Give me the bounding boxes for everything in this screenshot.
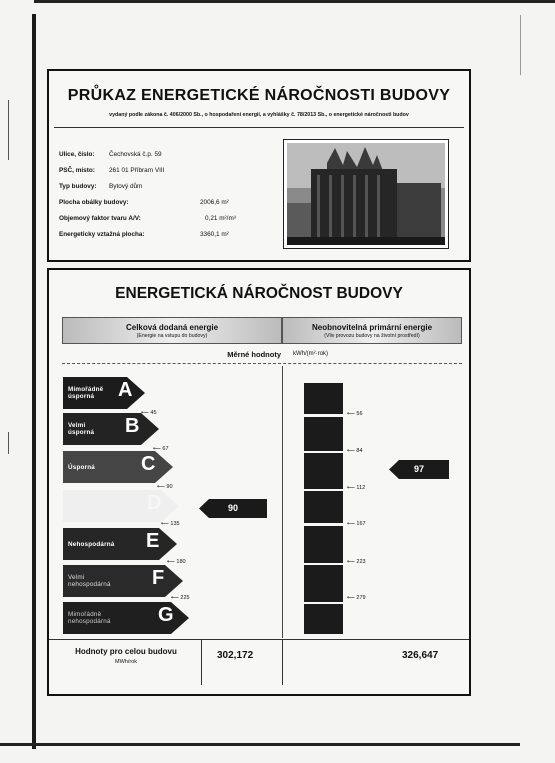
totals-row — [49, 639, 469, 684]
total-delivered-energy: 302,172 — [217, 650, 254, 661]
scan-edge-left — [32, 14, 36, 749]
class-arrow-e — [63, 528, 177, 560]
delivered-limit-tick: ⟵ 45 — [141, 410, 157, 416]
primary-class-a-block — [304, 383, 343, 414]
specific-values-unit: kWh/(m²·rok) — [293, 351, 328, 357]
primary-limit-tick: ⟵ 279 — [347, 595, 366, 601]
delivered-limit-tick: ⟵ 135 — [161, 521, 180, 527]
certificate-subtitle: vydaný podle zákona č. 406/2000 Sb., o hospodaření energií, a vyhlášky č. 78/2013 Sb., o energetické náročnosti budov — [109, 112, 409, 118]
divider — [54, 127, 464, 128]
class-letter: C — [141, 453, 156, 475]
scan-mark — [8, 432, 9, 454]
primary-value-marker — [389, 460, 449, 479]
class-label: Mimořádně úsporná — [68, 386, 104, 400]
specific-values-label: Měrné hodnoty — [227, 350, 281, 359]
info-value: 2006,6 m² — [200, 199, 229, 206]
delivered-value: 90 — [227, 503, 238, 513]
class-letter: B — [125, 415, 140, 437]
primary-class-c-block — [304, 453, 343, 489]
column-heading: Celková dodaná energie — [125, 323, 219, 332]
section-title: ENERGETICKÁ NÁROČNOST BUDOVY — [115, 285, 403, 302]
info-label: Ulice, číslo: — [59, 151, 95, 158]
info-value: 3360,1 m² — [200, 231, 229, 238]
class-label: Úsporná — [68, 464, 95, 471]
class-arrow-c — [63, 451, 173, 483]
class-label: Velmi nehospodárná — [68, 574, 111, 588]
certificate-title: PRŮKAZ ENERGETICKÉ NÁROČNOSTI BUDOVY — [67, 87, 451, 104]
class-arrow-b — [63, 413, 159, 445]
delivered-limit-tick: ⟵ 180 — [167, 559, 186, 565]
scan-edge-top — [34, 0, 555, 3]
column-divider — [282, 366, 283, 638]
class-letter: F — [152, 567, 165, 589]
class-arrow-d — [63, 490, 179, 522]
class-label: Nehospodárná — [68, 541, 115, 548]
class-label: Mimořádně nehospodárná — [68, 611, 111, 625]
primary-class-f-block — [304, 565, 343, 602]
info-label: Objemový faktor tvaru A/V: — [59, 215, 141, 222]
class-letter: D — [147, 492, 162, 514]
info-label: PSČ, místo: — [59, 167, 95, 174]
info-value: 0,21 m²/m³ — [205, 215, 236, 222]
total-primary-energy: 326,647 — [402, 650, 439, 661]
primary-class-b-block — [304, 417, 343, 451]
primary-limit-tick: ⟵ 84 — [347, 448, 363, 454]
primary-limit-tick: ⟵ 112 — [347, 485, 366, 491]
primary-class-d-block — [304, 491, 343, 523]
delivered-limit-tick: ⟵ 90 — [157, 484, 173, 490]
column-heading: Neobnovitelná primární energie — [311, 323, 433, 332]
info-label: Typ budovy: — [59, 183, 97, 190]
class-letter: A — [118, 379, 133, 401]
delivered-value-marker — [199, 499, 267, 518]
totals-unit: MWh/rok — [115, 659, 137, 665]
primary-class-g-block — [304, 604, 343, 634]
scan-mark — [520, 15, 521, 75]
certificate-header-box — [47, 69, 471, 262]
class-arrow-g — [63, 602, 189, 634]
scan-mark — [8, 100, 9, 160]
class-arrow-f — [63, 565, 183, 597]
primary-limit-tick: ⟵ 223 — [347, 559, 366, 565]
primary-class-e-block — [304, 526, 343, 563]
class-letter: E — [146, 530, 160, 552]
class-d-shape — [63, 490, 179, 522]
class-label: Velmi úsporná — [68, 422, 95, 436]
divider — [201, 640, 202, 685]
building-photo — [283, 139, 449, 249]
column-subheading: (Energie na vstupu do budovy) — [136, 333, 208, 339]
class-letter: G — [158, 604, 174, 626]
primary-value: 97 — [413, 464, 424, 474]
energy-performance-box — [47, 268, 471, 696]
delivered-limit-tick: ⟵ 67 — [153, 446, 169, 452]
info-label: Energeticky vztažná plocha: — [59, 231, 145, 238]
dashed-divider — [62, 363, 462, 364]
column-subheading: (Vliv provozu budovy na životní prostředí) — [324, 333, 420, 339]
totals-label: Hodnoty pro celou budovu — [75, 647, 177, 656]
scan-edge-bottom — [0, 743, 520, 746]
info-value: Čechovská č.p. 59 — [109, 151, 162, 158]
info-value: 261 01 Příbram VIII — [109, 167, 165, 174]
primary-limit-tick: ⟵ 56 — [347, 411, 363, 417]
delivered-limit-tick: ⟵ 225 — [171, 595, 190, 601]
info-label: Plocha obálky budovy: — [59, 199, 129, 206]
primary-energy-header — [282, 317, 462, 344]
info-value: Bytový dům — [109, 183, 143, 190]
divider — [282, 640, 283, 685]
class-arrow-a — [63, 377, 145, 409]
primary-limit-tick: ⟵ 167 — [347, 521, 366, 527]
delivered-energy-header — [62, 317, 282, 344]
